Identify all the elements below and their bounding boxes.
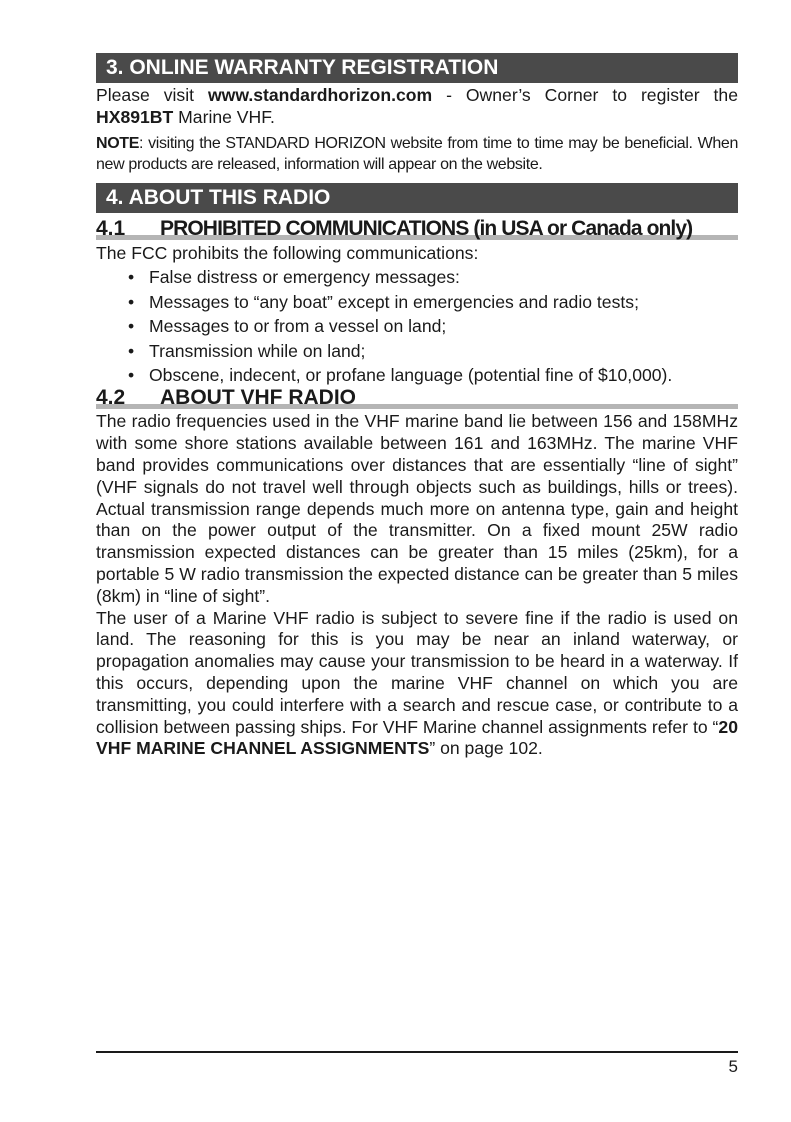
list-item: • False distress or emergency messages: <box>128 265 738 289</box>
vhf-paragraph-1: The radio frequencies used in the VHF marine band lie between 156 and 158MHz with some shore stations available between 161 and 163MHz. The marine VHF band provides communications over distances that are essentially “line of sight” (VHF signals do not travel well through objects such as buildings, hills or trees). Actual transmission range depends much more on antenna type, gain and height than on the power output of the transmitter. On a fixed mount 25W radio transmission expected distances can be greater than 15 miles (25km), for a portable 5 W radio transmission the expected distance can be greater than 5 miles (8km) in “line of sight”. <box>96 411 738 606</box>
subsection-title: ABOUT VHF RADIO <box>160 386 356 410</box>
bullet-icon: • <box>128 291 135 312</box>
channel-assignments-ref: 20 VHF MARINE CHANNEL ASSIGNMENTS <box>96 716 738 759</box>
vhf-paragraph-2: The user of a Marine VHF radio is subject to severe fine if the radio is used on land. The reasoning for this is you may be near an inland waterway, or propagation anomalies may cause your transmission to be heard in a waterway. If this occurs, depending upon the marine VHF channel on which you are transmitting, you could interfere with a search and rescue case, or contribute to a collision between passing ships. For VHF Marine channel assignments refer to “20 VHF MARINE CHANNEL ASSIGNMENTS” on page 102. <box>96 607 738 759</box>
website-url: www.standardhorizon.com <box>207 85 433 105</box>
bullet-icon: • <box>128 365 135 386</box>
section-3-heading: 3. ONLINE WARRANTY REGISTRATION <box>96 53 738 83</box>
page-number: 5 <box>728 1057 738 1076</box>
subsection-number: 4.1 <box>96 216 126 240</box>
bullet-icon: • <box>128 340 135 361</box>
list-item: • Messages to or from a vessel on land; <box>128 314 738 338</box>
subsection-number: 4.2 <box>96 386 126 410</box>
note-paragraph: NOTE: visiting the STANDARD HORIZON website from time to time may be beneficial. When new products are released, information will appear on the website. <box>96 134 738 174</box>
subsection-title: PROHIBITED COMMUNICATIONS (in USA or Canada only) <box>160 216 693 240</box>
section-4-heading: 4. ABOUT THIS RADIO <box>96 183 738 213</box>
note-label: NOTE <box>96 134 140 152</box>
prohibited-list <box>96 265 738 387</box>
fcc-intro: The FCC prohibits the following communications: <box>96 242 479 263</box>
bullet-icon: • <box>128 267 135 288</box>
list-item: • Obscene, indecent, or profane language (potential fine of $10,000). <box>128 363 738 387</box>
subsection-4-2-heading <box>96 386 738 410</box>
warranty-paragraph: Please visit www.standardhorizon.com - Owner’s Corner to register the HX891BT Marine VHF. <box>96 85 738 127</box>
subsection-4-1-heading <box>96 217 738 241</box>
page-content <box>96 53 738 760</box>
model-name: HX891BT <box>96 106 174 127</box>
bullet-icon: • <box>128 316 135 337</box>
list-item: • Messages to “any boat” except in emergencies and radio tests; <box>128 290 738 314</box>
list-item: • Transmission while on land; <box>128 339 738 363</box>
footer-rule <box>96 1051 738 1053</box>
